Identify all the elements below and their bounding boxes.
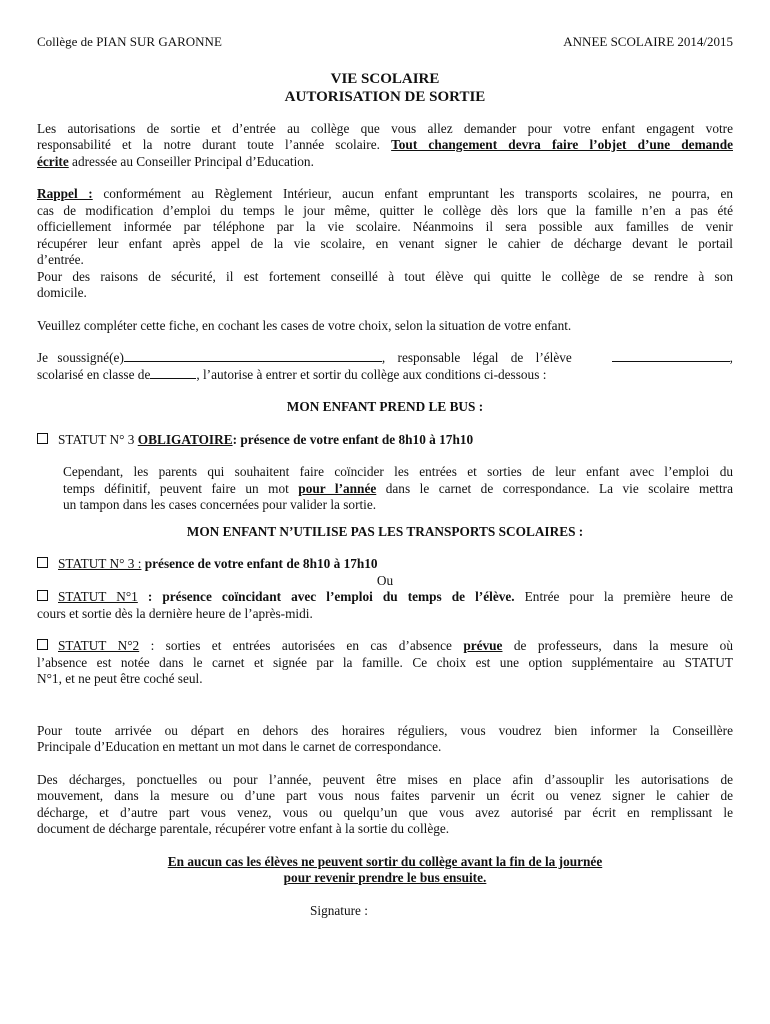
page-header [37,34,733,51]
section-bus-heading: MON ENFANT PREND LE BUS : [286,399,484,414]
school-name: Collège de PIAN SUR GARONNE [37,34,222,49]
section-nobus-heading: MON ENFANT N’UTILISE PAS LES TRANSPORTS SCOLAIRES : [186,523,584,539]
signature-label: Signature : [310,902,368,918]
rappel-label: Rappel : [37,186,93,201]
arrivals-line: Principale d’Education en mettant un mot dans le carnet de correspondance. [37,739,442,754]
intro-emphasis: écrite [37,153,69,169]
intro-line [37,154,733,171]
warning-line-1: En aucun cas les élèves ne peuvent sortir du collège avant la fin de la journée [167,853,603,869]
intro-text: adressée au Conseiller Principal d’Education. [68,153,314,169]
instruction-text: Veuillez compléter cette fiche, en cochant les cases de votre choix, selon la situation de votre enfant. [37,317,572,333]
statut-1-text: Entrée pour la première heure de [514,589,733,604]
warning-line-2: pour revenir prendre le bus ensuite. [283,870,487,885]
bus-note-line: un tampon dans les cases concernées pour valider la sortie. [63,497,377,512]
statut-2-prevue: prévue [463,638,503,653]
decharges-paragraph [37,772,733,838]
statut-2-line: l’absence est notée dans le carnet et signée par la famille. Ce choix est une option supplémentaire au STATUT [37,654,733,670]
intro-paragraph [37,121,733,171]
intro-emphasis: Tout changement devra faire l’objet d’une demande [391,137,733,152]
school-year: ANNEE SCOLAIRE 2014/2015 [563,34,733,49]
statut-2-text: : sorties et entrées autorisées en cas d’absence [139,638,464,653]
bus-note-line: Cependant, les parents qui souhaitent faire coïncider les entrées et sorties de leur enfant avec l’emploi du [63,464,733,479]
statut-2-checkbox[interactable] [37,639,48,650]
declaration-resp: , responsable légal de l’élève [381,350,572,365]
statut-2-label: STATUT N°2 [58,638,140,653]
ou-separator: Ou [376,572,394,588]
statut-1-option[interactable] [37,589,733,622]
decharges-line: mouvement, dans la mesure ou d’une part vous nous faites parvenir un écrit ou venez signer le cahier de [37,788,733,803]
intro-text: responsabilité et la notre durant toute l’année scolaire. [37,137,392,152]
decharges-line: Des décharges, ponctuelles ou pour l’année, peuvent être mises en place afin d’assouplir les autorisations de [37,771,733,787]
rappel-line: récupérer leur enfant après appel de la vie scolaire, en venant signer le cahier de décharge devant le portail [37,235,733,251]
declaration-rest: , l’autorise à entrer et sortir du collège aux conditions ci-dessous : [196,366,547,382]
student-name-field[interactable] [612,351,730,362]
decharges-line: décharge, et d’autre part vous venez, vous ou quelqu’un que vous avez autorisé par écrit en remplissant le [37,804,733,820]
rappel-line: domicile. [37,285,87,300]
statut-3-nobus-text: présence de votre enfant de 8h10 à 17h10 [141,556,378,571]
statut-1-line: cours et sortie dès la dernière heure de l’après-midi. [37,605,313,621]
rappel-line: officiellement informée par téléphone par la vie scolaire. Néanmoins il sera possible aux familles de venir [37,219,733,234]
statut-1-line [37,589,733,606]
decharges-line: document de décharge parentale, récupérer votre enfant à la sortie du collège. [37,821,450,836]
arrivals-paragraph [37,723,733,756]
rappel-text: conformément au Règlement Intérieur, aucun enfant empruntant les transports scolaires, ne pourra, en [92,186,734,201]
statut-1-checkbox[interactable] [37,590,48,601]
statut-2-option[interactable] [37,638,733,688]
statut-2-line [37,638,733,655]
title-line-2: AUTORISATION DE SORTIE [284,88,486,105]
rappel-paragraph [37,186,733,302]
declaration-line-1 [37,350,733,367]
declaration-classe: scolarisé en classe de [37,366,151,382]
rappel-line: cas de modification d’emploi du temps le jour même, quitter le collège dès lors que la famille n’en a pas été [37,202,733,218]
statut-3-bus-option[interactable] [37,432,733,449]
arrivals-line: Pour toute arrivée ou départ en dehors des horaires réguliers, vous voudrez bien informer la Conseillère [37,722,733,738]
document-title [37,70,733,106]
declaration-je: Je soussigné(e) [37,350,124,365]
intro-line: Les autorisations de sortie et d’entrée au collège que vous allez demander pour votre enfant engagent votre [37,120,733,136]
class-field[interactable] [150,368,196,379]
bus-note-line [63,481,733,498]
declaration [37,350,733,383]
statut-1-label: STATUT N°1 [58,589,138,604]
declaration-line-2 [37,367,733,384]
rappel-line: d’entrée. [37,252,84,267]
statut-3-bus-checkbox[interactable] [37,433,48,444]
rappel-line: Pour des raisons de sécurité, il est fortement conseillé à tout élève qui quitte le collège de se rendre à son [37,268,733,284]
statut-1-bold: : présence coïncidant avec l’emploi du temps de l’élève. [137,589,515,604]
title-line-1: VIE SCOLAIRE [330,70,440,87]
statut-3-obligatoire: OBLIGATOIRE [137,431,233,447]
bus-note-text: temps définitif, peuvent faire un mot [63,480,299,496]
intro-line [37,137,733,154]
warning-notice [37,854,733,887]
declaration-end: , [729,350,733,365]
bus-note-text: dans le carnet de correspondance. La vie scolaire mettra [376,480,734,496]
bus-note-emphasis: pour l’année [298,480,377,496]
bus-note [63,464,733,514]
statut-3-nobus-checkbox[interactable] [37,557,48,568]
statut-3-presence: : présence de votre enfant de 8h10 à 17h10 [232,431,474,447]
rappel-line [37,186,733,203]
parent-name-field[interactable] [124,351,382,362]
document-page [37,34,733,919]
statut-2-line: N°1, et ne peut être coché seul. [37,671,203,686]
statut-2-text: de professeurs, dans la mesure où [502,638,733,653]
statut-3-nobus-label: STATUT N° 3 : [58,556,142,571]
statut-3-prefix: STATUT N° 3 [58,431,138,447]
statut-3-nobus-option[interactable] [37,556,733,573]
